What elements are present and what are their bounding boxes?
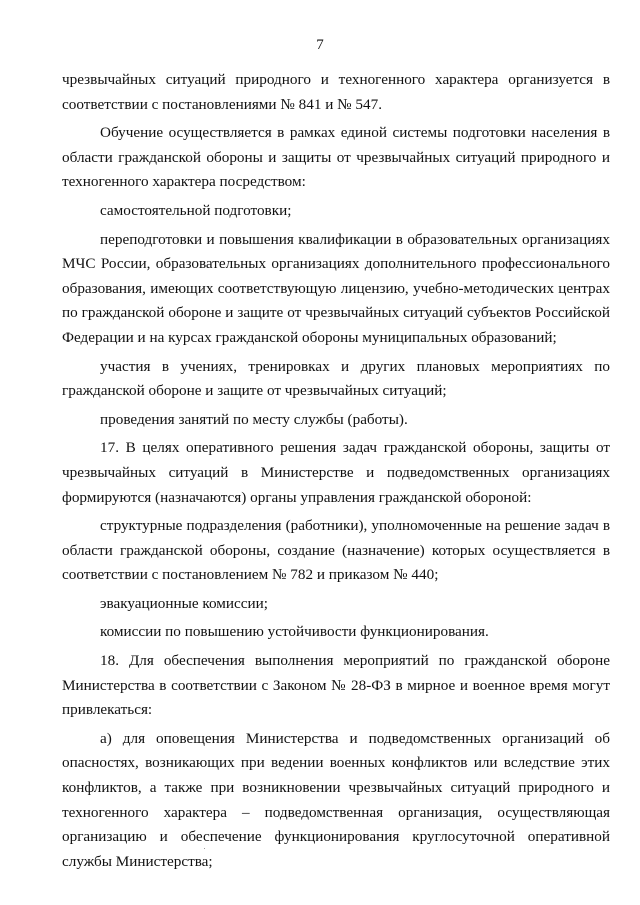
section-18-paragraph: 18. Для обеспечения выполнения мероприятий по гражданской обороне Министерства в соответствии с Законом № 28-ФЗ в мирное и военное время могут привлекаться: bbox=[62, 652, 610, 719]
list-item-stability-commissions: комиссии по повышению устойчивости функционирования. bbox=[100, 623, 489, 641]
page-number: 7 bbox=[316, 37, 324, 53]
section-17-paragraph: 17. В целях оперативного решения задач гражданской обороны, защиты от чрезвычайных ситуаций в Министерстве и подведомственных организациях формируются (назначаются) органы управления гражданской обороной: bbox=[62, 439, 610, 506]
list-item-workplace-classes: проведения занятий по месту службы (работы). bbox=[100, 410, 408, 428]
list-item-self-study: самостоятельной подготовки; bbox=[100, 201, 292, 219]
paragraph-training-intro: Обучение осуществляется в рамках единой системы подготовки населения в области гражданской обороны и защиты от чрезвычайных ситуаций природного и техногенного характера посредством: bbox=[62, 124, 610, 191]
list-item-structural-units: структурные подразделения (работники), уполномоченные на решение задач в области гражданской обороны, создание (назначение) которых осуществляется в соответствии с постановлением № 782 и приказом № 440; bbox=[62, 517, 610, 584]
list-item-evacuation-commissions: эвакуационные комиссии; bbox=[100, 594, 268, 612]
sub-item-a-paragraph: а) для оповещения Министерства и подведомственных организаций об опасностях, возникающих при ведении военных конфликтов или вследствие этих конфликтов, а также при возникновении чрезвычайных ситуаций природного и техногенного характера – подведомственная организация, осуществляющая организацию и обеспечение функционирования круглосуточной оперативной службы Министерства; bbox=[62, 729, 610, 870]
scan-speck bbox=[204, 848, 205, 849]
document-body bbox=[62, 68, 610, 874]
list-item-retraining: переподготовки и повышения квалификации в образовательных организациях МЧС России, образовательных организациях дополнительного профессионального образования, имеющих соответствующую лицензию, учебно-методических центрах по гражданской обороне и защите от чрезвычайных ситуаций субъектов Российской Федерации и на курсах гражданской обороны муниципальных образований; bbox=[62, 230, 610, 346]
paragraph-continuation: чрезвычайных ситуаций природного и техногенного характера организуется в соответствии с постановлениями № 841 и № 547. bbox=[62, 71, 610, 113]
list-item-exercises: участия в учениях, тренировках и других плановых мероприятиях по гражданской обороне и защите от чрезвычайных ситуаций; bbox=[62, 357, 610, 400]
